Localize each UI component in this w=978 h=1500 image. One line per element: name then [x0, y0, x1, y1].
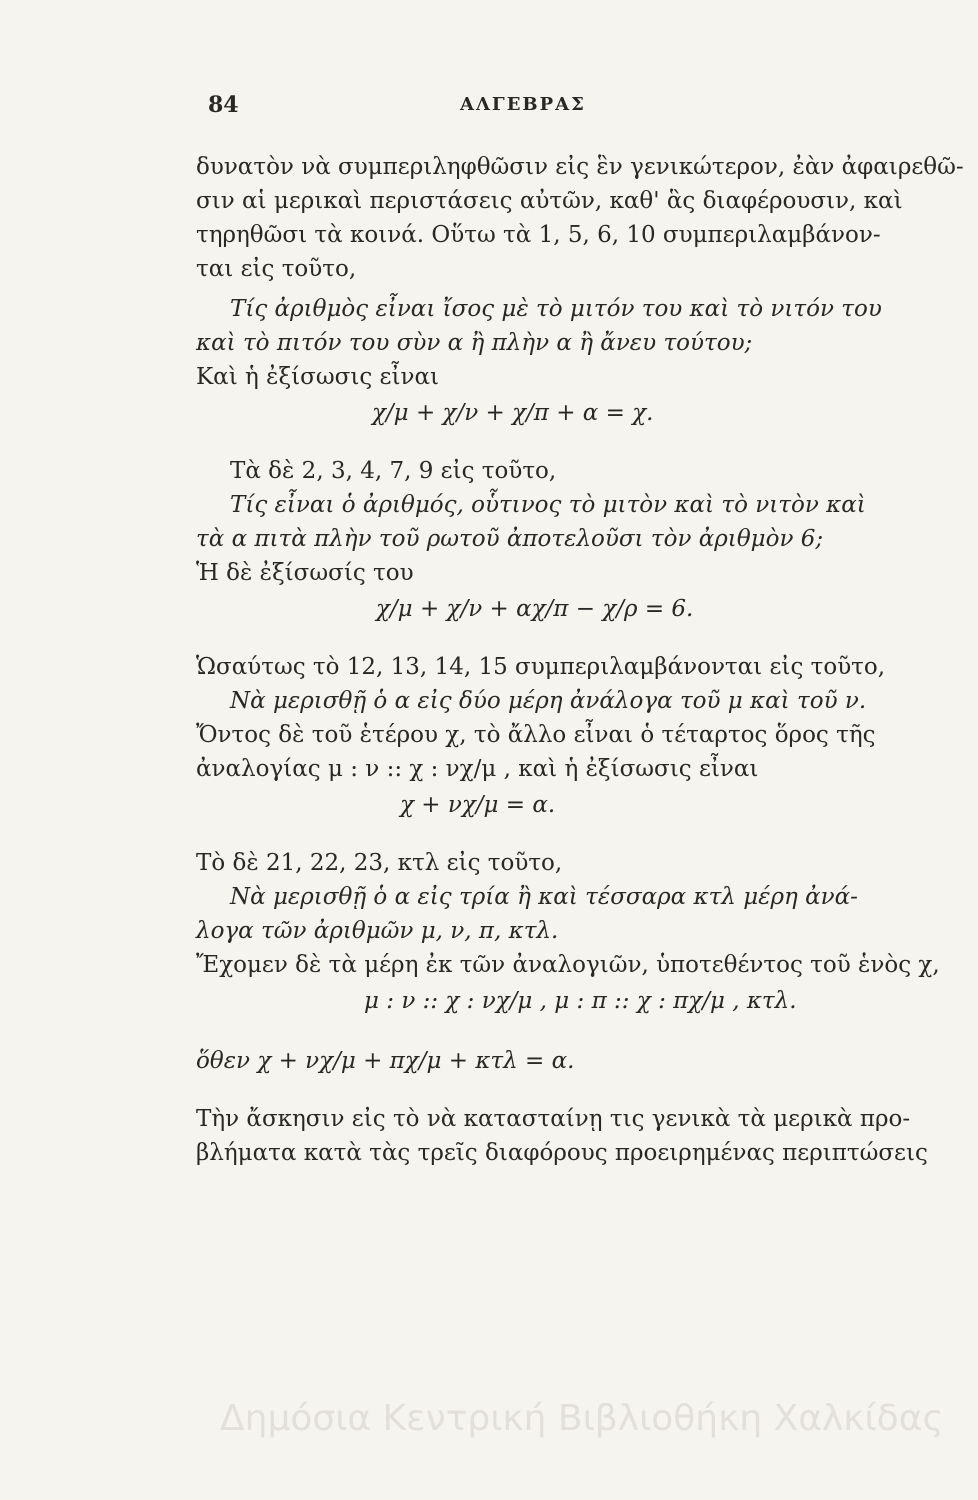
text-line: Ὄντος δὲ τοῦ ἑτέρου χ, τὸ ἄλλο εἶναι ὁ τέταρτος ὅρος τῆς	[196, 722, 876, 748]
text-line: σιν αἱ μερικαὶ περιστάσεις αὐτῶν, καθ' ἃς διαφέρουσιν, καὶ	[196, 188, 903, 214]
equation: χ + νχ/μ = α.	[400, 792, 556, 818]
text-line: ται εἰς τοῦτο,	[196, 256, 357, 282]
text-line: τηρηθῶσι τὰ κοινά. Οὕτω τὰ 1, 5, 6, 10 συμπεριλαμβάνον-	[196, 222, 881, 248]
text-line: Ἔχομεν δὲ τὰ μέρη ἐκ τῶν ἀναλογιῶν, ὑποτεθέντος τοῦ ἑνὸς χ,	[196, 952, 940, 978]
page-number: 84	[208, 92, 239, 118]
running-title: ΑΛΓΕΒΡΑΣ	[460, 94, 586, 115]
text-line: Τὴν ἄσκησιν εἰς τὸ νὰ κατασταίνῃ τις γενικὰ τὰ μερικὰ προ-	[196, 1106, 911, 1132]
page-header	[200, 92, 820, 126]
text-line: Τὸ δὲ 21, 22, 23, κτλ εἰς τοῦτο,	[196, 850, 563, 876]
equation: χ/μ + χ/ν + αχ/π − χ/ρ = 6.	[376, 596, 694, 622]
text-line: Καὶ ἡ ἐξίσωσις εἶναι	[196, 364, 439, 390]
equation: ὅθεν χ + νχ/μ + πχ/μ + κτλ = α.	[196, 1048, 575, 1074]
problem-statement: Τίς εἶναι ὁ ἀριθμός, οὗτινος τὸ μιτὸν καὶ τὸ νιτὸν καὶ	[230, 492, 866, 518]
text-line: ἀναλογίας μ : ν :: χ : νχ/μ , καὶ ἡ ἐξίσωσις εἶναι	[196, 756, 759, 782]
page-body	[196, 150, 964, 1170]
text-line: Τὰ δὲ 2, 3, 4, 7, 9 εἰς τοῦτο,	[230, 458, 557, 484]
problem-statement: λογα τῶν ἀριθμῶν μ, ν, π, κτλ.	[196, 918, 559, 944]
text-line: βλήματα κατὰ τὰς τρεῖς διαφόρους προειρημένας περιπτώσεις	[196, 1140, 928, 1166]
problem-statement: τὰ α πιτὰ πλὴν τοῦ ρωτοῦ ἀποτελοῦσι τὸν ἀριθμὸν 6;	[196, 526, 824, 552]
problem-statement: καὶ τὸ πιτόν του σὺν α ἢ πλὴν α ἢ ἄνευ τούτου;	[196, 330, 753, 356]
equation: χ/μ + χ/ν + χ/π + α = χ.	[372, 400, 654, 426]
text-line: Ἡ δὲ ἐξίσωσίς του	[196, 560, 414, 586]
problem-statement: Τίς ἀριθμὸς εἶναι ἴσος μὲ τὸ μιτόν του καὶ τὸ νιτόν του	[230, 296, 882, 322]
problem-statement: Νὰ μερισθῇ ὁ α εἰς δύο μέρη ἀνάλογα τοῦ μ καὶ τοῦ ν.	[230, 688, 867, 714]
library-watermark: Δημόσια Κεντρική Βιβλιοθήκη Χαλκίδας	[220, 1398, 944, 1439]
problem-statement: Νὰ μερισθῇ ὁ α εἰς τρία ἢ καὶ τέσσαρα κτλ μέρη ἀνά-	[230, 884, 858, 910]
equation: μ : ν :: χ : νχ/μ , μ : π :: χ : πχ/μ , κτλ.	[364, 988, 797, 1014]
text-line: δυνατὸν νὰ συμπεριληφθῶσιν εἰς ἓν γενικώτερον, ἐὰν ἀφαιρεθῶ-	[196, 154, 964, 180]
text-line: Ὡσαύτως τὸ 12, 13, 14, 15 συμπεριλαμβάνονται εἰς τοῦτο,	[196, 654, 886, 680]
